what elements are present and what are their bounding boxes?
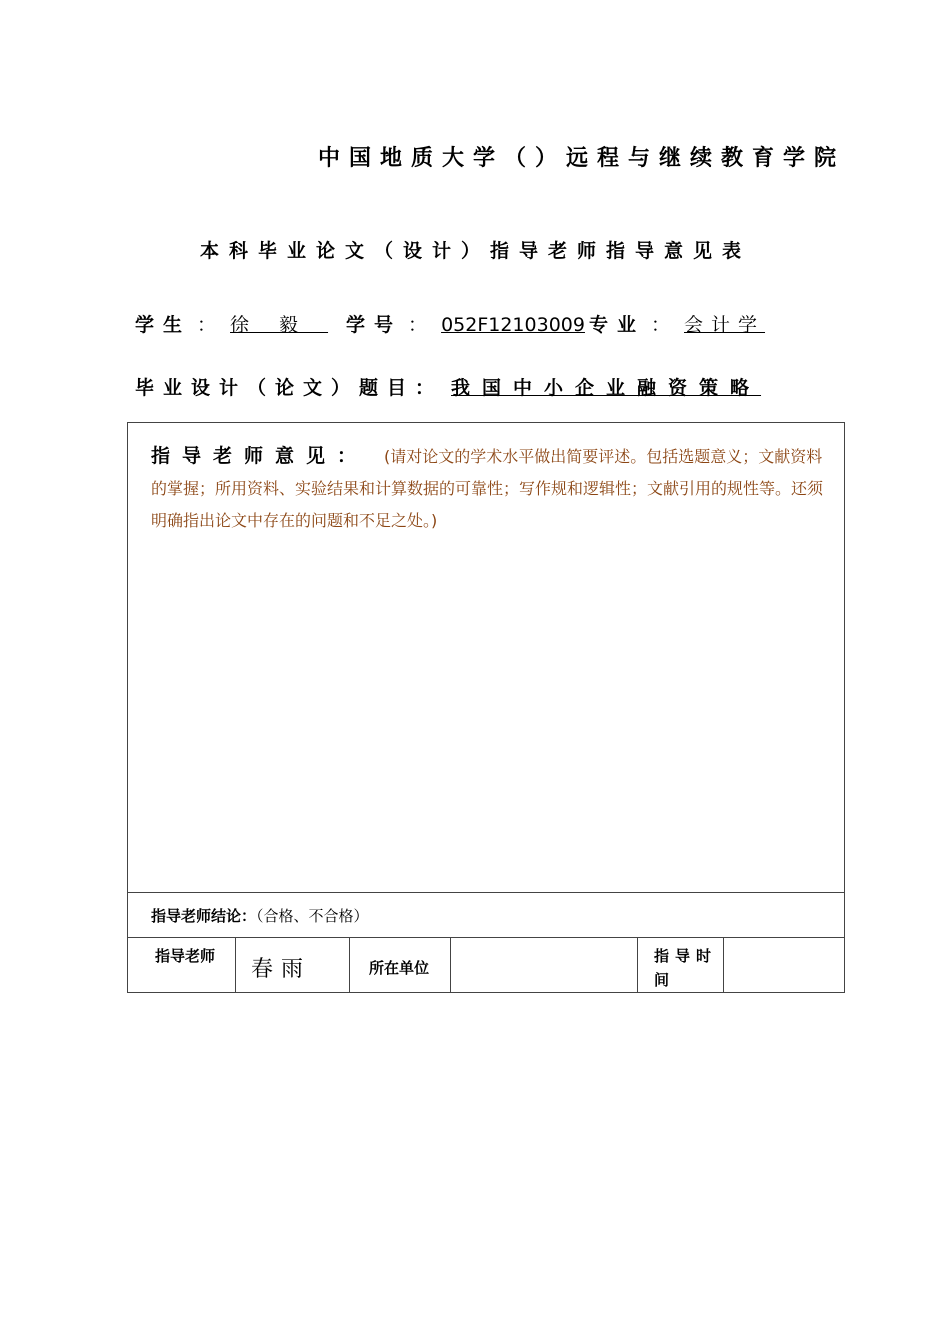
topic-value: 我国中小企业融资策略 <box>451 377 762 399</box>
form-title: 本科毕业论文（设计）指导老师指导意见表 <box>200 240 752 262</box>
colon: ： <box>650 314 684 336</box>
teacher-label: 指导老师 <box>155 947 216 965</box>
cell-divider <box>723 937 724 993</box>
topic-row <box>135 373 761 400</box>
student-name-label: 学生 <box>135 314 192 336</box>
divider <box>127 892 845 893</box>
student-id-value: 052F12103009 <box>441 314 585 336</box>
teacher-value: 春雨 <box>251 957 312 982</box>
student-id-label: 学号 <box>346 314 403 336</box>
colon: ： <box>408 314 442 336</box>
conclusion-row <box>151 905 369 926</box>
cell-divider <box>450 937 451 993</box>
student-info-row <box>135 310 765 337</box>
conclusion-options: （合格、不合格） <box>256 907 369 925</box>
topic-label: 毕业设计（论文）题目： <box>135 377 444 399</box>
student-name-value: 徐毅 <box>230 314 329 336</box>
opinion-hint: (请对论文的学术水平做出简要评述。包括选题意义；文献资料的掌握；所用资料、实验结果和计算数据的可靠性；写作规和逻辑性；文献引用的规性等。还须明确指出论文中存在的问题和不足之处。) <box>151 447 824 530</box>
university-title: 中国地质大学（）远程与继续教育学院 <box>318 146 846 171</box>
cell-divider <box>235 937 236 993</box>
unit-label: 所在单位 <box>369 959 430 977</box>
time-label: 指导时间 <box>654 947 718 989</box>
opinion-section <box>151 440 835 537</box>
opinion-label: 指导老师意见： <box>151 445 369 467</box>
major-label: 专业 <box>588 314 645 336</box>
conclusion-label: 指导老师结论： <box>151 907 257 925</box>
major-value: 会计学 <box>684 314 766 336</box>
colon: ： <box>197 314 231 336</box>
cell-divider <box>349 937 350 993</box>
cell-divider <box>637 937 638 993</box>
